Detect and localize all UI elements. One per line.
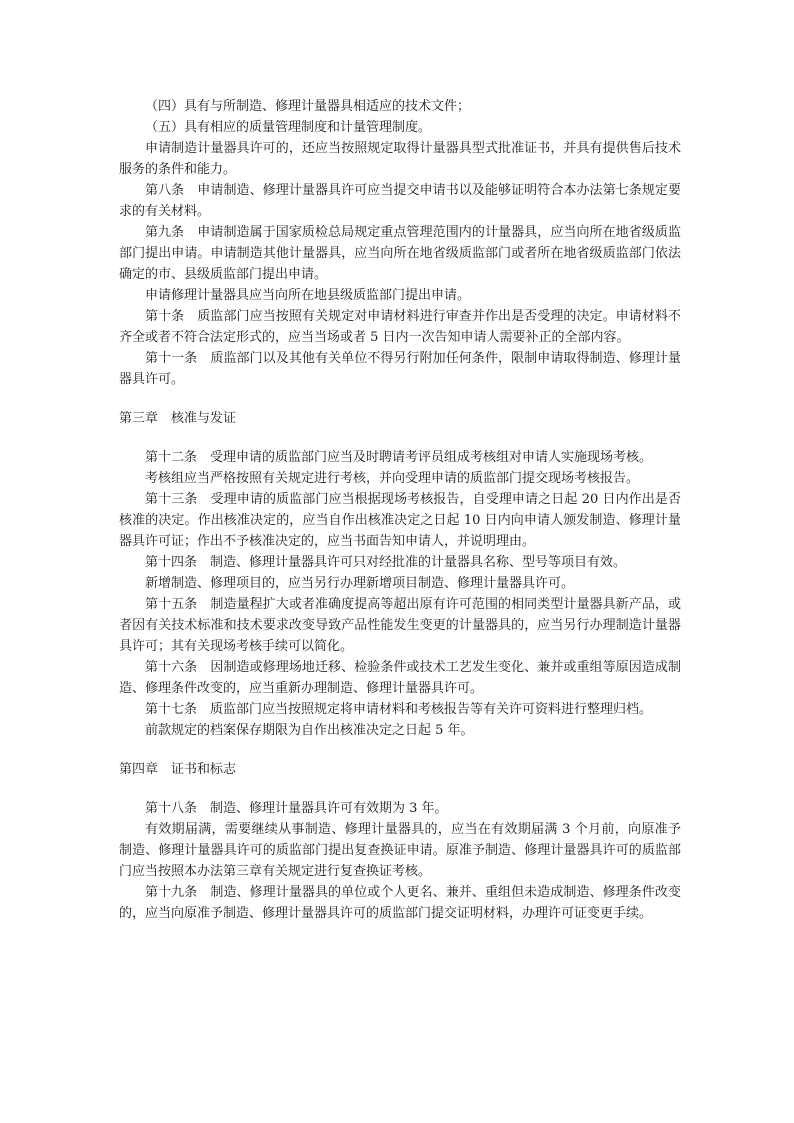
paragraph-item-4: （四）具有与所制造、修理计量器具相适应的技术文件；: [145, 99, 471, 114]
article-15: 第十五条 制造量程扩大或者准确度提高等超出原有许可范围的相同类型计量器具新产品，或者因有关技术标准和技术要求改变导致产品性能发生变更的计量器具的，应当另行办理制造计量器具许可；其有关现场考核手续可以简化。: [119, 597, 681, 654]
chapter-3-heading: 第三章 核准与发证: [119, 411, 237, 426]
article-19: 第十九条 制造、修理计量器具的单位或个人更名、兼并、重组但未造成制造、修理条件改变的，应当向原准予制造、修理计量器具许可的质监部门提交证明材料，办理许可证变更手续。: [119, 885, 681, 921]
article-16: 第十六条 因制造或修理场地迁移、检验条件或技术工艺发生变化、兼并或重组等原因造成制造、修理条件改变的，应当重新办理制造、修理计量器具许可。: [119, 660, 681, 696]
paragraph-manufacture-requirement: 申请制造计量器具许可的，还应当按照规定取得计量器具型式批准证书，并具有提供售后技术服务的条件和能力。: [119, 141, 681, 177]
article-12: 第十二条 受理申请的质监部门应当及时聘请考评员组成考核组对申请人实施现场考核。: [145, 450, 653, 465]
article-8: 第八条 申请制造、修理计量器具许可应当提交申请书以及能够证明符合本办法第七条规定要求的有关材料。: [119, 183, 681, 219]
article-13: 第十三条 受理申请的质监部门应当根据现场考核报告，自受理申请之日起 20 日内作出是否核准的决定。作出核准决定的，应当自作出核准决定之日起 10 日内向申请人颁发制造、修理计量器具许可证；作出不予核准决定的，应当书面告知申请人，并说明理由。: [119, 492, 681, 549]
spacer: [119, 780, 681, 798]
spacer: [119, 741, 681, 759]
article-9: 第九条 申请制造属于国家质检总局规定重点管理范围内的计量器具，应当向所在地省级质监部门提出申请。申请制造其他计量器具，应当向所在地省级质监部门或者所在地省级质监部门依法确定的市、县级质监部门提出申请。: [119, 225, 681, 282]
article-17: 第十七条 质监部门应当按照规定将申请材料和考核报告等有关许可资料进行整理归档。: [145, 702, 653, 717]
article-14: 第十四条 制造、修理计量器具许可只对经批准的计量器具名称、型号等项目有效。: [145, 555, 627, 570]
article-18: 第十八条 制造、修理计量器具许可有效期为 3 年。: [145, 801, 448, 816]
paragraph-new-items: 新增制造、修理项目的，应当另行办理新增项目制造、修理计量器具许可。: [145, 576, 575, 591]
paragraph-inspection-report: 考核组应当严格按照有关规定进行考核，并向受理申请的质监部门提交现场考核报告。: [145, 471, 640, 486]
chapter-4-heading: 第四章 证书和标志: [119, 762, 237, 777]
paragraph-archive-period: 前款规定的档案保存期限为自作出核准决定之日起 5 年。: [145, 723, 474, 738]
spacer: [119, 390, 681, 408]
article-11: 第十一条 质监部门以及其他有关单位不得另行附加任何条件，限制申请取得制造、修理计量器具许可。: [119, 351, 681, 387]
paragraph-renewal: 有效期届满，需要继续从事制造、修理计量器具的，应当在有效期届满 3 个月前，向原准予制造、修理计量器具许可的质监部门提出复查换证申请。原准予制造、修理计量器具许可的质监部门应当按照本办法第三章有关规定进行复查换证考核。: [119, 822, 681, 879]
paragraph-repair-application: 申请修理计量器具应当向所在地县级质监部门提出申请。: [145, 288, 471, 303]
spacer: [119, 429, 681, 447]
paragraph-item-5: （五）具有相应的质量管理制度和计量管理制度。: [145, 120, 432, 135]
article-10: 第十条 质监部门应当按照有关规定对申请材料进行审查并作出是否受理的决定。申请材料不齐全或者不符合法定形式的，应当当场或者 5 日内一次告知申请人需要补正的全部内容。: [119, 309, 681, 345]
document-page: [119, 96, 681, 924]
